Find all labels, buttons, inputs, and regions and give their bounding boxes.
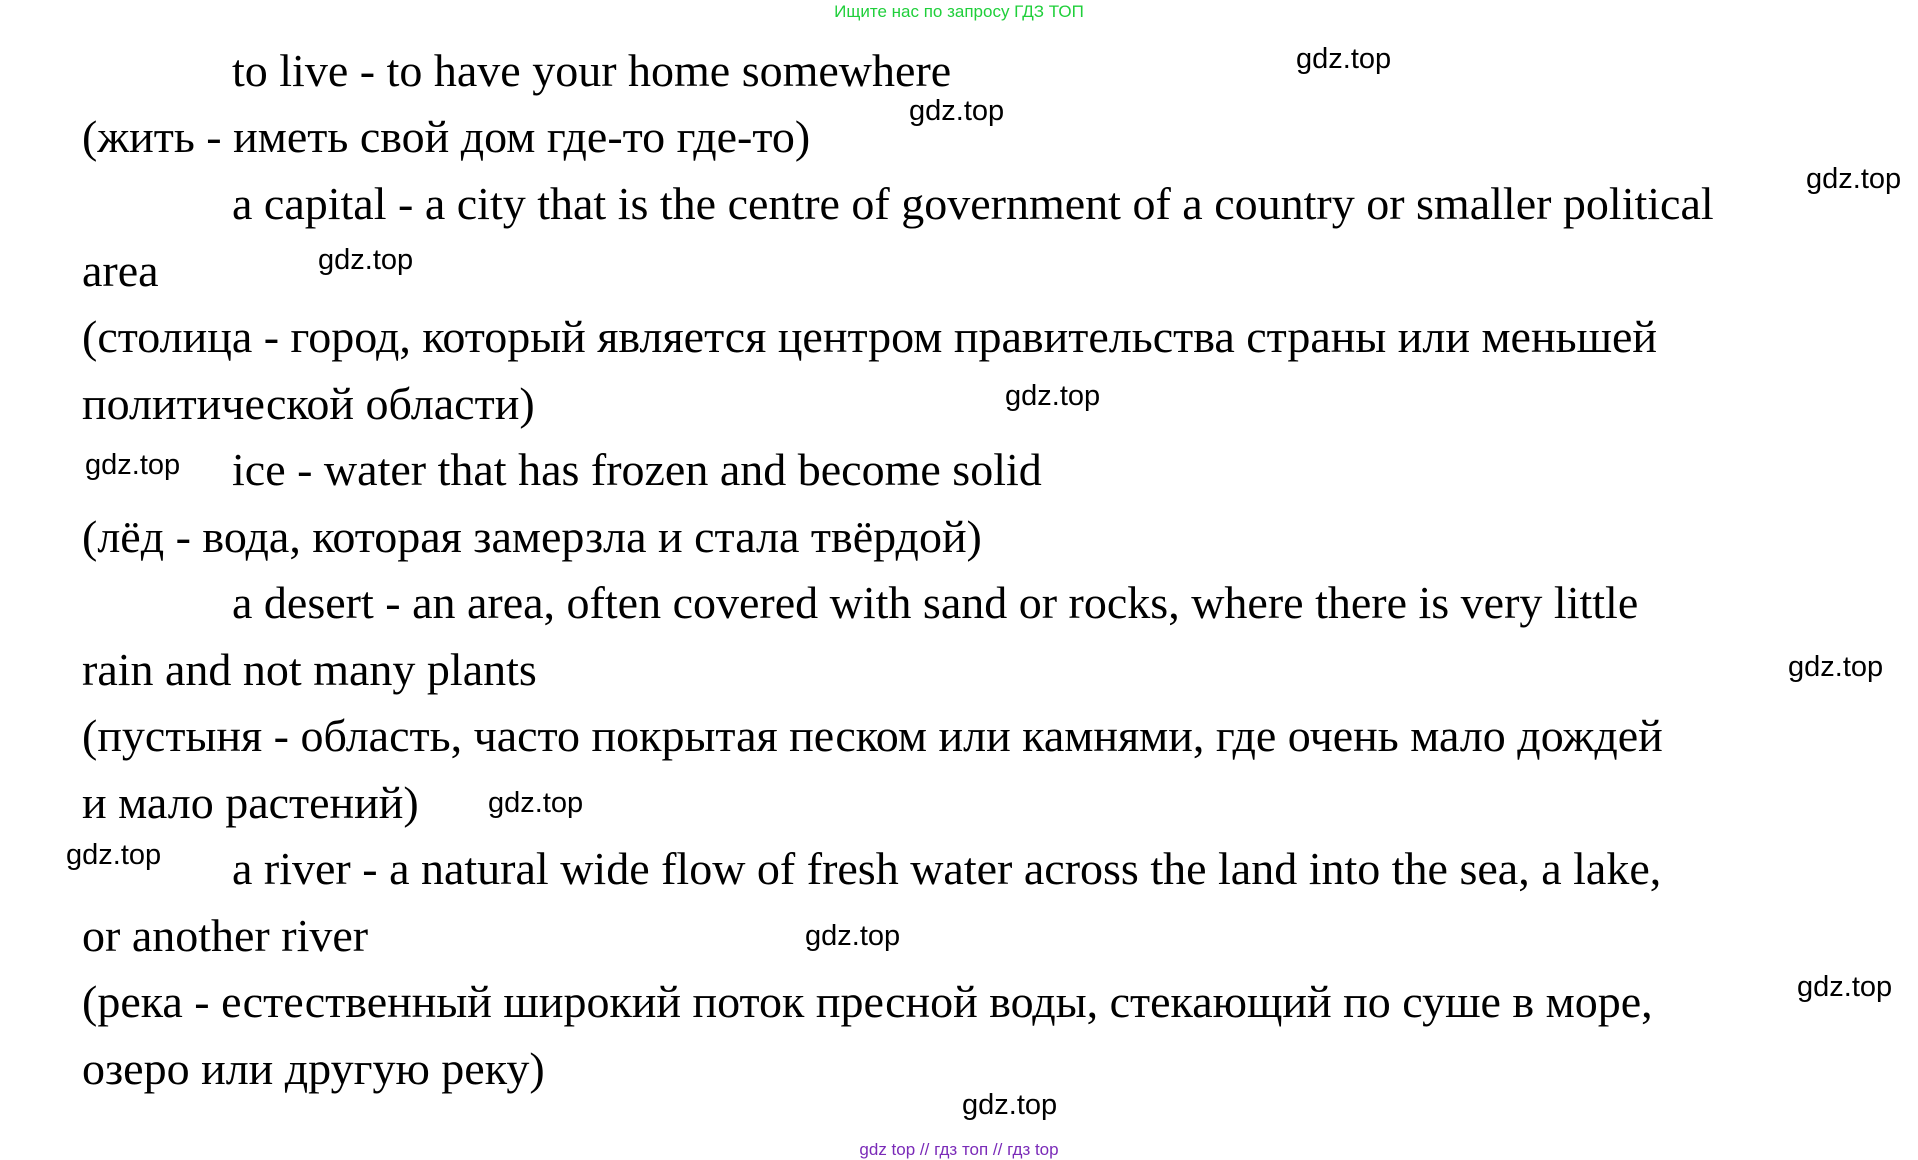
watermark: gdz.top [1797, 971, 1893, 1003]
line-desert-ru-cont: и мало растений) [82, 777, 419, 828]
watermark: gdz.top [1296, 43, 1392, 75]
watermark: gdz.top [85, 449, 181, 481]
watermark: gdz.top [1806, 163, 1902, 195]
watermark: gdz.top [805, 920, 901, 952]
line-capital-en: a capital - a city that is the centre of government of a country or smaller political [232, 178, 1714, 229]
line-to-live-en: to live - to have your home somewhere [232, 45, 952, 96]
line-capital-ru-cont: политической области) [82, 378, 535, 429]
watermark: gdz.top [488, 787, 584, 819]
watermark: gdz.top [909, 95, 1005, 127]
line-capital-en-cont: area [82, 245, 159, 296]
line-to-live-ru: (жить - иметь свой дом где-то где-то) [82, 111, 811, 162]
watermark: gdz.top [962, 1089, 1058, 1121]
line-ice-ru: (лёд - вода, которая замерзла и стала твёрдой) [82, 511, 982, 562]
watermark: gdz.top [1788, 651, 1884, 683]
line-desert-en: a desert - an area, often covered with sand or rocks, where there is very little [232, 577, 1639, 628]
line-capital-ru: (столица - город, который является центром правительства страны или меньшей [82, 311, 1658, 362]
line-river-ru: (река - естественный широкий поток пресной воды, стекающий по суше в море, [82, 976, 1653, 1027]
line-ice-en: ice - water that has frozen and become solid [232, 444, 1042, 495]
footer-links[interactable]: gdz top // гдз топ // гдз top [859, 1140, 1059, 1159]
search-hint-link[interactable]: Ищите нас по запросу ГДЗ ТОП [834, 2, 1084, 21]
line-river-en-cont: or another river [82, 910, 369, 961]
watermark: gdz.top [1005, 380, 1101, 412]
line-river-en: a river - a natural wide flow of fresh water across the land into the sea, a lake, [232, 843, 1662, 894]
line-river-ru-cont: озеро или другую реку) [82, 1043, 545, 1094]
line-desert-en-cont: rain and not many plants [82, 644, 537, 695]
watermark: gdz.top [66, 839, 162, 871]
line-desert-ru: (пустыня - область, часто покрытая песком или камнями, где очень мало дождей [82, 710, 1663, 761]
watermark: gdz.top [318, 244, 414, 276]
